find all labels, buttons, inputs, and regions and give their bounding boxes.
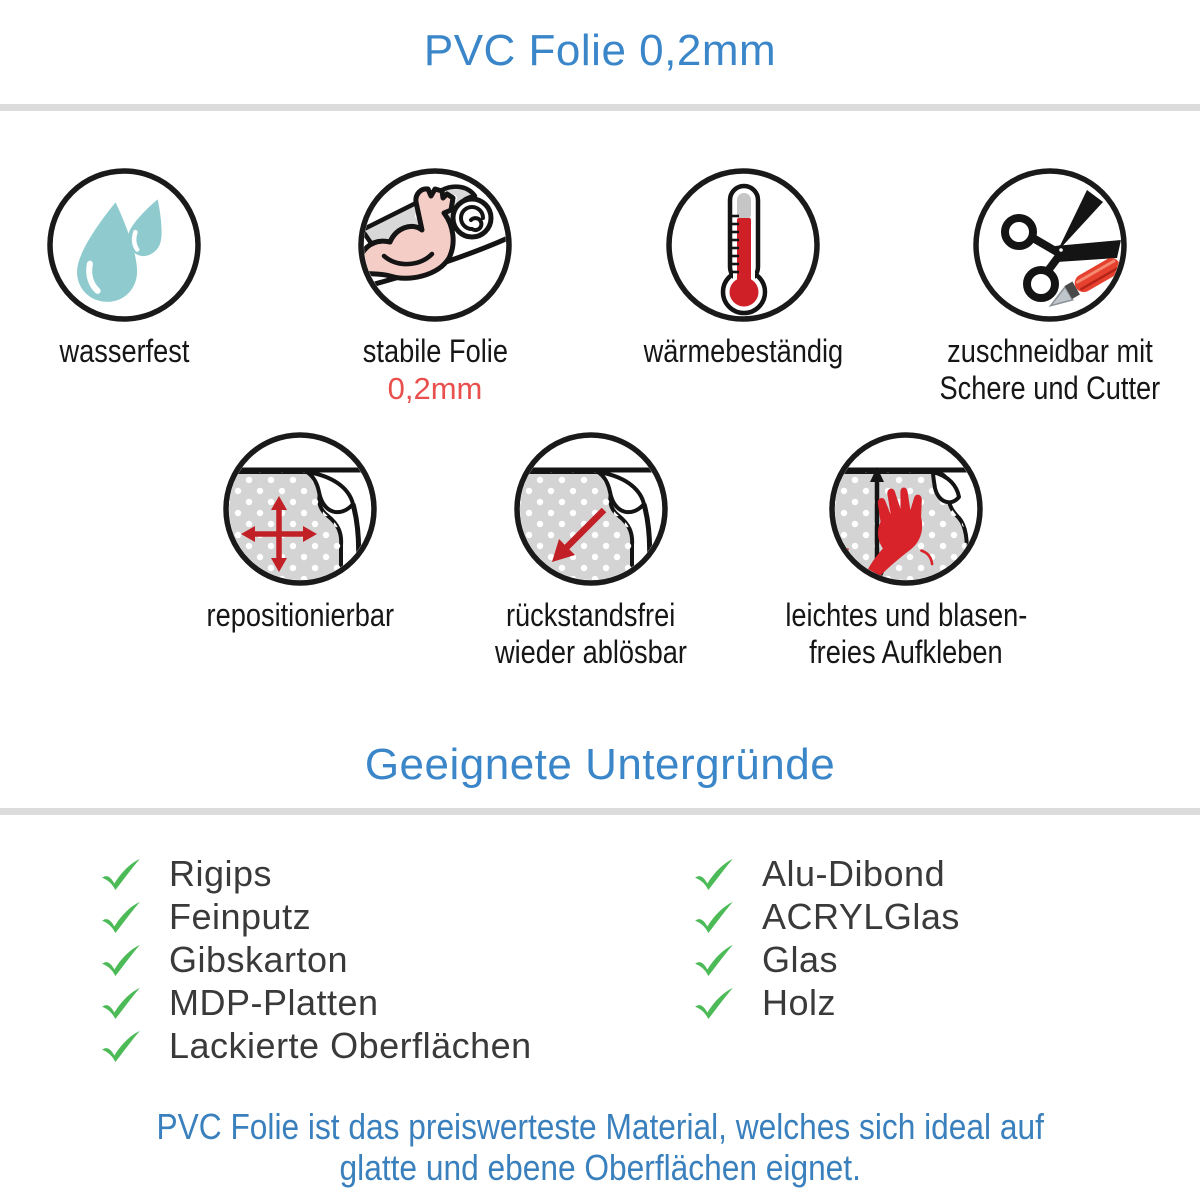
- feature-label: leichtes und blasen-: [785, 597, 1027, 633]
- divider-bar: [0, 104, 1200, 111]
- thermometer-icon: [664, 166, 822, 324]
- surface-label: Rigips: [169, 852, 273, 894]
- check-icon: [100, 900, 142, 934]
- feature-label: rückstandsfrei: [506, 597, 676, 633]
- check-icon: [100, 1029, 142, 1063]
- list-item: [693, 938, 960, 981]
- feature-waermebestaendig: [623, 166, 863, 370]
- hand-smoothing-sticker-icon: [827, 430, 985, 588]
- list-item: [693, 981, 960, 1024]
- surfaces-heading: Geeignete Untergründe: [364, 740, 836, 789]
- list-item: [100, 895, 532, 938]
- feature-label-line2: freies Aufkleben: [809, 634, 1003, 670]
- feature-label: wärmebeständig: [643, 333, 843, 369]
- feature-label: repositionierbar: [206, 597, 394, 633]
- surface-label: Feinputz: [169, 895, 312, 937]
- check-icon: [693, 943, 735, 977]
- check-icon: [100, 857, 142, 891]
- feature-label-line2: Schere und Cutter: [939, 370, 1161, 406]
- check-icon: [693, 986, 735, 1020]
- list-item: [100, 981, 532, 1024]
- list-item: [100, 938, 532, 981]
- surfaces-list-right: [693, 852, 960, 1024]
- check-icon: [693, 857, 735, 891]
- feature-label-line2: wieder ablösbar: [494, 634, 688, 670]
- feature-wasserfest: [4, 166, 244, 370]
- surface-label: Glas: [762, 938, 839, 980]
- feature-rueckstandsfrei: [461, 430, 721, 671]
- list-item: [100, 1024, 532, 1067]
- water-drops-icon: [45, 166, 203, 324]
- feature-stabile-folie: [315, 166, 555, 407]
- feature-label: stabile Folie: [362, 333, 508, 369]
- feature-label: wasserfest: [59, 333, 189, 369]
- feature-label: zuschneidbar mit: [947, 333, 1153, 369]
- list-item: [693, 852, 960, 895]
- muscle-foil-icon: [356, 166, 514, 324]
- list-item: [693, 895, 960, 938]
- check-icon: [100, 986, 142, 1020]
- footer-line-2: glatte und ebene Oberflächen eignet.: [339, 1147, 861, 1188]
- feature-blasenfrei-aufkleben: [766, 430, 1046, 671]
- surface-label: MDP-Platten: [169, 981, 379, 1023]
- list-item: [100, 852, 532, 895]
- scissors-cutter-icon: [971, 166, 1129, 324]
- thickness-label: 0,2mm: [387, 371, 483, 406]
- surface-label: ACRYLGlas: [762, 895, 960, 937]
- peel-off-sticker-icon: [512, 430, 670, 588]
- surface-label: Lackierte Oberflächen: [169, 1024, 532, 1066]
- surfaces-list-left: [100, 852, 532, 1067]
- move-arrows-sticker-icon: [221, 430, 379, 588]
- surface-label: Holz: [762, 981, 837, 1023]
- divider-bar: [0, 808, 1200, 815]
- footer-line-1: PVC Folie ist das preiswerteste Material, welches sich ideal auf: [156, 1106, 1044, 1147]
- surface-label: Gibskarton: [169, 938, 349, 980]
- page-title: PVC Folie 0,2mm: [423, 26, 777, 75]
- check-icon: [100, 943, 142, 977]
- feature-repositionierbar: [170, 430, 430, 634]
- footer-note: [0, 1106, 1200, 1188]
- check-icon: [693, 900, 735, 934]
- feature-zuschneidbar: [910, 166, 1190, 407]
- surface-label: Alu-Dibond: [762, 852, 946, 894]
